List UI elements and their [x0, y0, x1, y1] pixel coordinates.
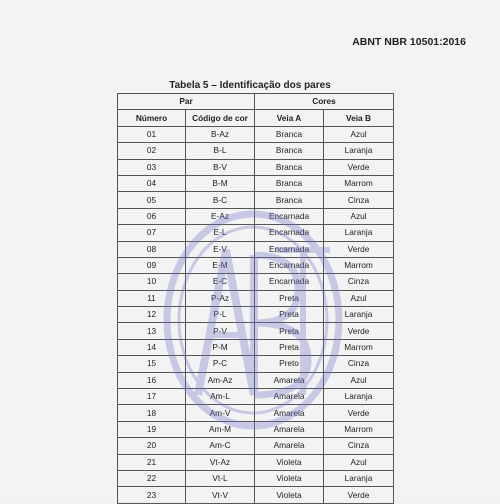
group-header-cores: Cores [255, 94, 394, 110]
column-header-numero: Número [118, 110, 186, 126]
cell-veia-b: Laranja [324, 389, 394, 405]
cell-numero: 19 [118, 421, 186, 437]
cell-numero: 17 [118, 389, 186, 405]
cell-codigo: E-C [186, 274, 255, 290]
table-row [118, 257, 394, 273]
cell-veia-b: Verde [324, 159, 394, 175]
cell-veia-a: Amarela [255, 421, 324, 437]
cell-veia-b: Azul [324, 454, 394, 470]
cell-numero: 10 [118, 274, 186, 290]
table-row [118, 454, 394, 470]
table-row [118, 487, 394, 503]
cell-codigo: P-V [186, 323, 255, 339]
cell-codigo: E-V [186, 241, 255, 257]
cell-veia-a: Preta [255, 323, 324, 339]
table-row [118, 307, 394, 323]
column-header-codigo: Código de cor [186, 110, 255, 126]
column-header-veia-b: Veia B [324, 110, 394, 126]
cell-numero: 07 [118, 225, 186, 241]
cell-codigo: P-Az [186, 290, 255, 306]
table-row [118, 274, 394, 290]
cell-veia-a: Amarela [255, 438, 324, 454]
table-column-header-row [118, 110, 394, 126]
cell-veia-a: Encarnada [255, 241, 324, 257]
cell-veia-a: Branca [255, 143, 324, 159]
cell-codigo: B-V [186, 159, 255, 175]
table-row [118, 225, 394, 241]
cell-veia-a: Encarnada [255, 225, 324, 241]
table-body [118, 126, 394, 503]
cell-veia-b: Verde [324, 405, 394, 421]
cell-numero: 16 [118, 372, 186, 388]
cell-codigo: Vt-V [186, 487, 255, 503]
cell-veia-a: Encarnada [255, 257, 324, 273]
pairs-table [117, 93, 394, 504]
cell-codigo: P-L [186, 307, 255, 323]
table-row [118, 290, 394, 306]
table-row [118, 175, 394, 191]
cell-codigo: P-C [186, 356, 255, 372]
cell-numero: 12 [118, 307, 186, 323]
cell-veia-b: Laranja [324, 225, 394, 241]
cell-codigo: Am-L [186, 389, 255, 405]
cell-veia-a: Preta [255, 339, 324, 355]
table-row [118, 438, 394, 454]
cell-numero: 06 [118, 208, 186, 224]
cell-numero: 09 [118, 257, 186, 273]
cell-numero: 04 [118, 175, 186, 191]
cell-numero: 22 [118, 470, 186, 486]
cell-veia-a: Branca [255, 126, 324, 142]
table-row [118, 389, 394, 405]
cell-codigo: Am-V [186, 405, 255, 421]
cell-veia-b: Azul [324, 372, 394, 388]
cell-numero: 15 [118, 356, 186, 372]
cell-veia-b: Cinza [324, 356, 394, 372]
cell-veia-a: Preta [255, 290, 324, 306]
cell-veia-a: Amarela [255, 405, 324, 421]
cell-veia-b: Laranja [324, 143, 394, 159]
cell-veia-b: Laranja [324, 307, 394, 323]
cell-veia-a: Amarela [255, 389, 324, 405]
cell-veia-a: Branca [255, 159, 324, 175]
cell-veia-a: Preto [255, 356, 324, 372]
cell-codigo: Vt-L [186, 470, 255, 486]
table-row [118, 192, 394, 208]
table-row [118, 143, 394, 159]
cell-numero: 14 [118, 339, 186, 355]
cell-codigo: Am-Az [186, 372, 255, 388]
cell-numero: 01 [118, 126, 186, 142]
cell-veia-a: Violeta [255, 454, 324, 470]
table-row [118, 126, 394, 142]
table-row [118, 356, 394, 372]
cell-veia-b: Marrom [324, 175, 394, 191]
table-row [118, 241, 394, 257]
cell-codigo: B-L [186, 143, 255, 159]
cell-veia-a: Branca [255, 175, 324, 191]
cell-veia-b: Cinza [324, 192, 394, 208]
cell-codigo: B-Az [186, 126, 255, 142]
group-header-par: Par [118, 94, 255, 110]
cell-veia-a: Encarnada [255, 274, 324, 290]
table-row [118, 208, 394, 224]
cell-veia-b: Cinza [324, 274, 394, 290]
cell-veia-b: Azul [324, 126, 394, 142]
cell-numero: 03 [118, 159, 186, 175]
document-code: ABNT NBR 10501:2016 [352, 36, 466, 48]
cell-veia-b: Azul [324, 208, 394, 224]
table-row [118, 323, 394, 339]
cell-veia-b: Azul [324, 290, 394, 306]
cell-numero: 08 [118, 241, 186, 257]
cell-veia-a: Amarela [255, 372, 324, 388]
cell-numero: 18 [118, 405, 186, 421]
cell-veia-b: Verde [324, 487, 394, 503]
table-title: Tabela 5 – Identificação dos pares [169, 80, 331, 91]
cell-codigo: E-M [186, 257, 255, 273]
table-row [118, 339, 394, 355]
cell-veia-b: Marrom [324, 421, 394, 437]
cell-codigo: Vt-Az [186, 454, 255, 470]
cell-numero: 02 [118, 143, 186, 159]
cell-veia-a: Encarnada [255, 208, 324, 224]
table-row [118, 421, 394, 437]
cell-veia-b: Marrom [324, 257, 394, 273]
cell-numero: 13 [118, 323, 186, 339]
table-row [118, 405, 394, 421]
cell-codigo: E-Az [186, 208, 255, 224]
table-row [118, 470, 394, 486]
cell-numero: 23 [118, 487, 186, 503]
cell-veia-b: Cinza [324, 438, 394, 454]
cell-numero: 20 [118, 438, 186, 454]
cell-numero: 21 [118, 454, 186, 470]
cell-codigo: Am-C [186, 438, 255, 454]
cell-codigo: B-C [186, 192, 255, 208]
cell-numero: 05 [118, 192, 186, 208]
column-header-veia-a: Veia A [255, 110, 324, 126]
cell-veia-a: Preta [255, 307, 324, 323]
cell-veia-b: Verde [324, 323, 394, 339]
cell-codigo: E-L [186, 225, 255, 241]
cell-numero: 11 [118, 290, 186, 306]
cell-veia-a: Violeta [255, 487, 324, 503]
cell-veia-b: Laranja [324, 470, 394, 486]
cell-codigo: P-M [186, 339, 255, 355]
cell-veia-b: Verde [324, 241, 394, 257]
table-row [118, 159, 394, 175]
cell-veia-a: Violeta [255, 470, 324, 486]
cell-codigo: Am-M [186, 421, 255, 437]
cell-codigo: B-M [186, 175, 255, 191]
table-group-header-row [118, 94, 394, 110]
table-row [118, 372, 394, 388]
cell-veia-b: Marrom [324, 339, 394, 355]
cell-veia-a: Branca [255, 192, 324, 208]
